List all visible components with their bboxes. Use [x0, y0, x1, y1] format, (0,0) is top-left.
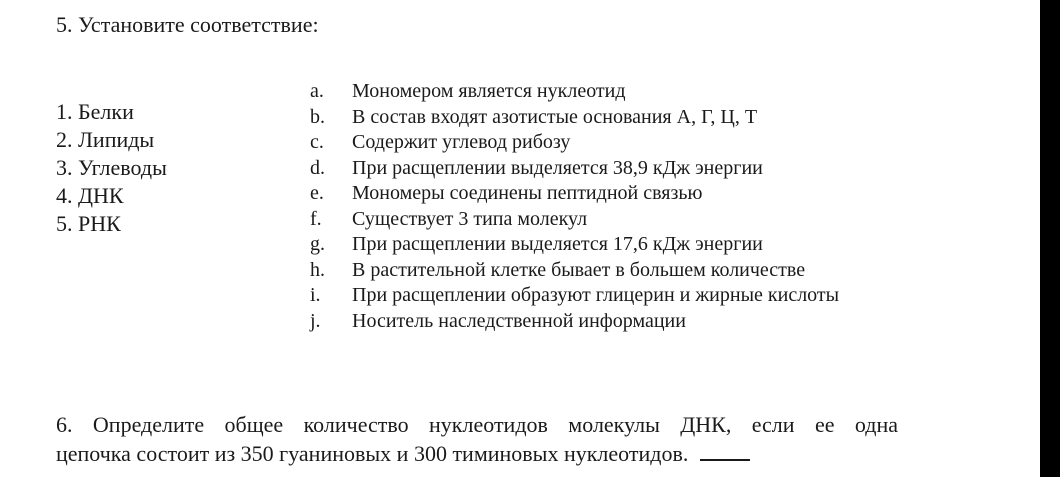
answer-blank: [700, 443, 750, 461]
property-item: [310, 258, 870, 284]
question-6-line-1: 6. Определите общее количество нуклеотидов молекулы ДНК, если ее одна: [56, 412, 898, 437]
substance-item: 5. РНК: [56, 211, 121, 236]
substance-item: 4. ДНК: [56, 183, 124, 208]
property-text: При расщеплении выделяется 17,6 кДж энергии: [352, 233, 763, 255]
property-letter: i.: [310, 284, 321, 306]
property-text: В состав входят азотистые основания А, Г, Ц, Т: [352, 105, 758, 128]
property-letter: f.: [310, 207, 322, 230]
property-letter: d.: [310, 156, 325, 179]
property-text: Существует 3 типа молекул: [352, 207, 588, 230]
property-item: [310, 309, 870, 335]
property-text: Мономером является нуклеотид: [352, 80, 626, 102]
property-letter: c.: [310, 131, 324, 153]
property-text: При расщеплении образуют глицерин и жирные кислоты: [352, 284, 840, 306]
property-list: [310, 79, 870, 334]
property-letter: b.: [310, 105, 325, 128]
property-text: Мономеры соединены пептидной связью: [352, 182, 703, 204]
property-item: [310, 181, 870, 207]
property-letter: g.: [310, 233, 325, 255]
property-text: Содержит углевод рибозу: [352, 131, 571, 153]
property-letter: a.: [310, 80, 324, 102]
property-item: [310, 232, 870, 258]
screen-edge: [1040, 0, 1060, 477]
property-item: [310, 207, 870, 233]
question-6-line-2: цепочка состоит из 350 гуаниновых и 300 тиминовых нуклеотидов.: [56, 441, 689, 466]
substance-item: 2. Липиды: [56, 127, 155, 152]
property-text: В растительной клетке бывает в большем количестве: [352, 258, 806, 281]
property-item: [310, 79, 870, 105]
question-6: [56, 410, 898, 468]
property-letter: e.: [310, 182, 324, 204]
question-5-title: 5. Установите соответствие:: [56, 12, 319, 37]
property-letter: h.: [310, 258, 325, 281]
substance-list: [56, 98, 167, 238]
substance-item: 3. Углеводы: [56, 155, 167, 180]
property-item: [310, 105, 870, 131]
property-letter: j.: [310, 309, 321, 332]
property-item: [310, 130, 870, 156]
substance-item: 1. Белки: [56, 99, 134, 124]
question-6-line-2-wrapper: [56, 439, 898, 468]
property-item: [310, 156, 870, 182]
property-text: При расщеплении выделяется 38,9 кДж энергии: [352, 156, 763, 179]
property-text: Носитель наследственной информации: [352, 309, 686, 332]
property-item: [310, 283, 870, 309]
